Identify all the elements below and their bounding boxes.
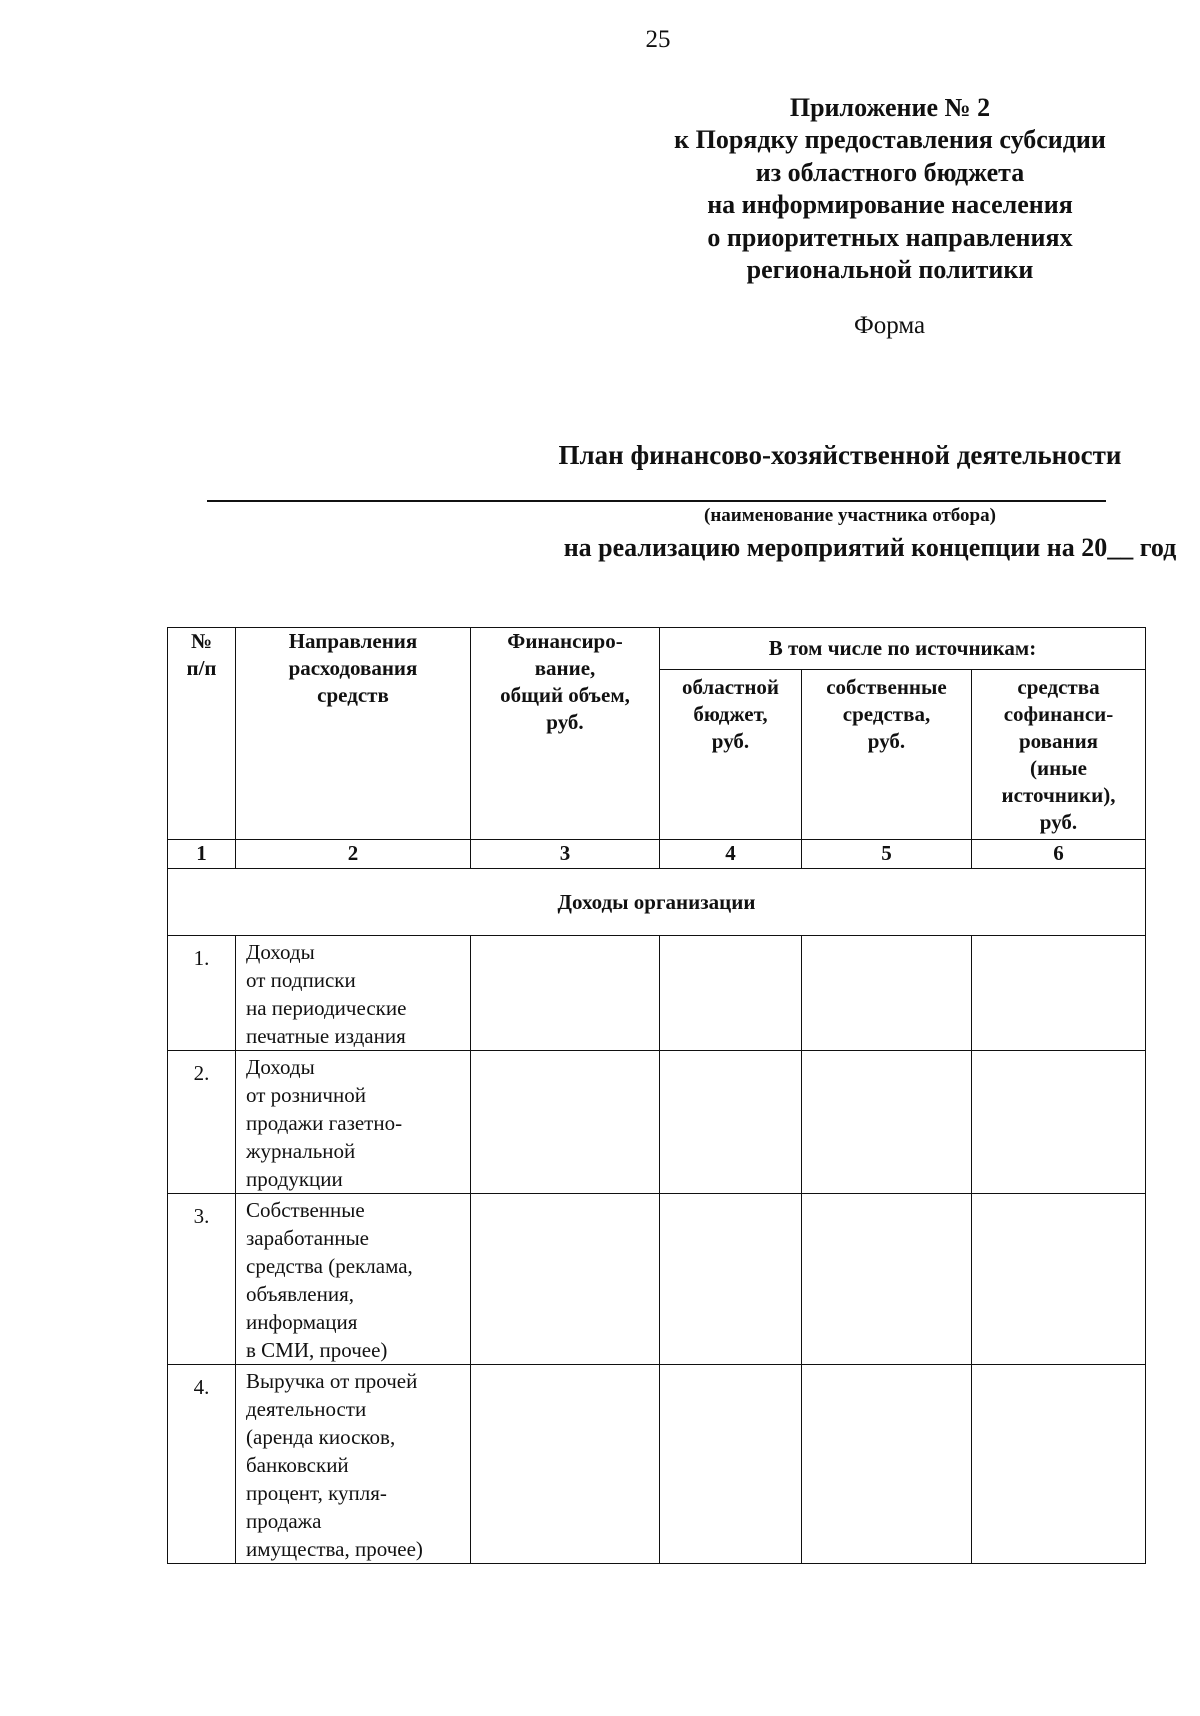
row-line: заработанные	[246, 1226, 370, 1250]
header-regional-budget	[660, 670, 802, 840]
participant-caption: (наименование участника отбора)	[704, 505, 996, 526]
table-row	[168, 936, 1146, 1051]
annex-line: из областного бюджета	[755, 157, 1025, 187]
empty-cell	[802, 936, 972, 1051]
empty-cell	[471, 1194, 660, 1365]
empty-cell	[660, 1051, 802, 1194]
column-number-row	[168, 840, 1146, 869]
row-line: печатные издания	[246, 1024, 406, 1048]
header-line: средства,	[842, 702, 931, 726]
column-number: 3	[471, 840, 660, 869]
empty-cell	[471, 1051, 660, 1194]
empty-cell	[802, 1365, 972, 1564]
row-line: в СМИ, прочее)	[246, 1338, 388, 1362]
empty-cell	[972, 1194, 1146, 1365]
plan-title: План финансово-хозяйственной деятельности	[558, 440, 1122, 470]
header-line: руб.	[711, 729, 750, 753]
table-row	[168, 1365, 1146, 1564]
header-line: собственные	[826, 675, 947, 699]
empty-cell	[471, 1365, 660, 1564]
financial-plan-table	[167, 627, 1146, 1564]
annex-title: Приложение № 2	[789, 93, 991, 122]
annex-line: на информирование населения	[707, 190, 1073, 220]
empty-cell	[972, 1365, 1146, 1564]
section-title: Доходы организации	[168, 869, 1146, 936]
row-line: на периодические	[246, 996, 407, 1020]
row-line: Выручка от прочей	[246, 1369, 418, 1393]
empty-cell	[471, 936, 660, 1051]
header-line: софинанси-	[1003, 702, 1114, 726]
row-line: деятельности	[246, 1397, 367, 1421]
header-line: областной	[681, 675, 780, 699]
row-line: продажи газетно-	[246, 1111, 403, 1135]
header-line: руб.	[1039, 810, 1078, 834]
empty-cell	[802, 1194, 972, 1365]
plan-subtitle: на реализацию мероприятий концепции на 20__ год	[563, 533, 1177, 562]
row-number: 4.	[168, 1365, 236, 1564]
row-line: продажа	[246, 1509, 322, 1533]
row-line: имущества, прочее)	[246, 1537, 423, 1561]
empty-cell	[972, 936, 1146, 1051]
empty-cell	[660, 1365, 802, 1564]
empty-cell	[802, 1051, 972, 1194]
row-description	[236, 936, 471, 1051]
header-sources-group: В том числе по источникам:	[660, 628, 1146, 670]
column-number: 2	[236, 840, 471, 869]
table-row	[168, 1051, 1146, 1194]
participant-name-line	[207, 500, 1106, 502]
header-line: расходования	[288, 656, 418, 680]
header-line: п/п	[186, 656, 217, 680]
row-line: (аренда киосков,	[246, 1425, 396, 1449]
header-total-financing	[471, 628, 660, 840]
annex-line: региональной политики	[746, 255, 1034, 285]
row-line: от розничной	[246, 1083, 366, 1107]
page-number: 25	[645, 26, 671, 53]
header-row-number	[168, 628, 236, 840]
row-description	[236, 1365, 471, 1564]
header-line: №	[190, 629, 213, 653]
row-line: журнальной	[246, 1139, 356, 1163]
header-line: руб.	[546, 710, 584, 734]
header-line: бюджет,	[693, 702, 768, 726]
header-line: источники),	[1001, 783, 1116, 807]
annex-block	[610, 92, 1170, 286]
column-number: 5	[802, 840, 972, 869]
row-number: 2.	[168, 1051, 236, 1194]
row-line: объявления,	[246, 1282, 355, 1306]
row-line: от подписки	[246, 968, 356, 992]
header-expense-directions	[236, 628, 471, 840]
row-number: 3.	[168, 1194, 236, 1365]
header-line: Финансиро-	[507, 629, 623, 653]
row-line: продукции	[246, 1167, 343, 1191]
column-number: 1	[168, 840, 236, 869]
header-line: средств	[317, 683, 389, 707]
header-line: общий объем,	[500, 683, 630, 707]
row-description	[236, 1194, 471, 1365]
header-line: Направления	[288, 629, 418, 653]
column-number: 6	[972, 840, 1146, 869]
row-number: 1.	[168, 936, 236, 1051]
header-line: вание,	[534, 656, 596, 680]
row-line: Доходы	[246, 1055, 315, 1079]
header-line: руб.	[867, 729, 906, 753]
row-description	[236, 1051, 471, 1194]
table-row	[168, 1194, 1146, 1365]
row-line: Собственные	[246, 1198, 365, 1222]
row-line: банковский	[246, 1453, 349, 1477]
row-line: Доходы	[246, 940, 315, 964]
header-line: средства	[1017, 675, 1100, 699]
annex-line: о приоритетных направлениях	[707, 222, 1073, 252]
form-label: Форма	[854, 312, 926, 339]
row-line: средства (реклама,	[246, 1254, 413, 1278]
empty-cell	[660, 1194, 802, 1365]
empty-cell	[972, 1051, 1146, 1194]
header-own-funds	[802, 670, 972, 840]
header-line: (иные	[1030, 756, 1087, 780]
annex-line: к Порядку предоставления субсидии	[674, 125, 1106, 155]
empty-cell	[660, 936, 802, 1051]
row-line: информация	[246, 1310, 358, 1334]
row-line: процент, купля-	[246, 1481, 387, 1505]
header-line: рования	[1018, 729, 1099, 753]
column-number: 4	[660, 840, 802, 869]
header-cofinancing	[972, 670, 1146, 840]
